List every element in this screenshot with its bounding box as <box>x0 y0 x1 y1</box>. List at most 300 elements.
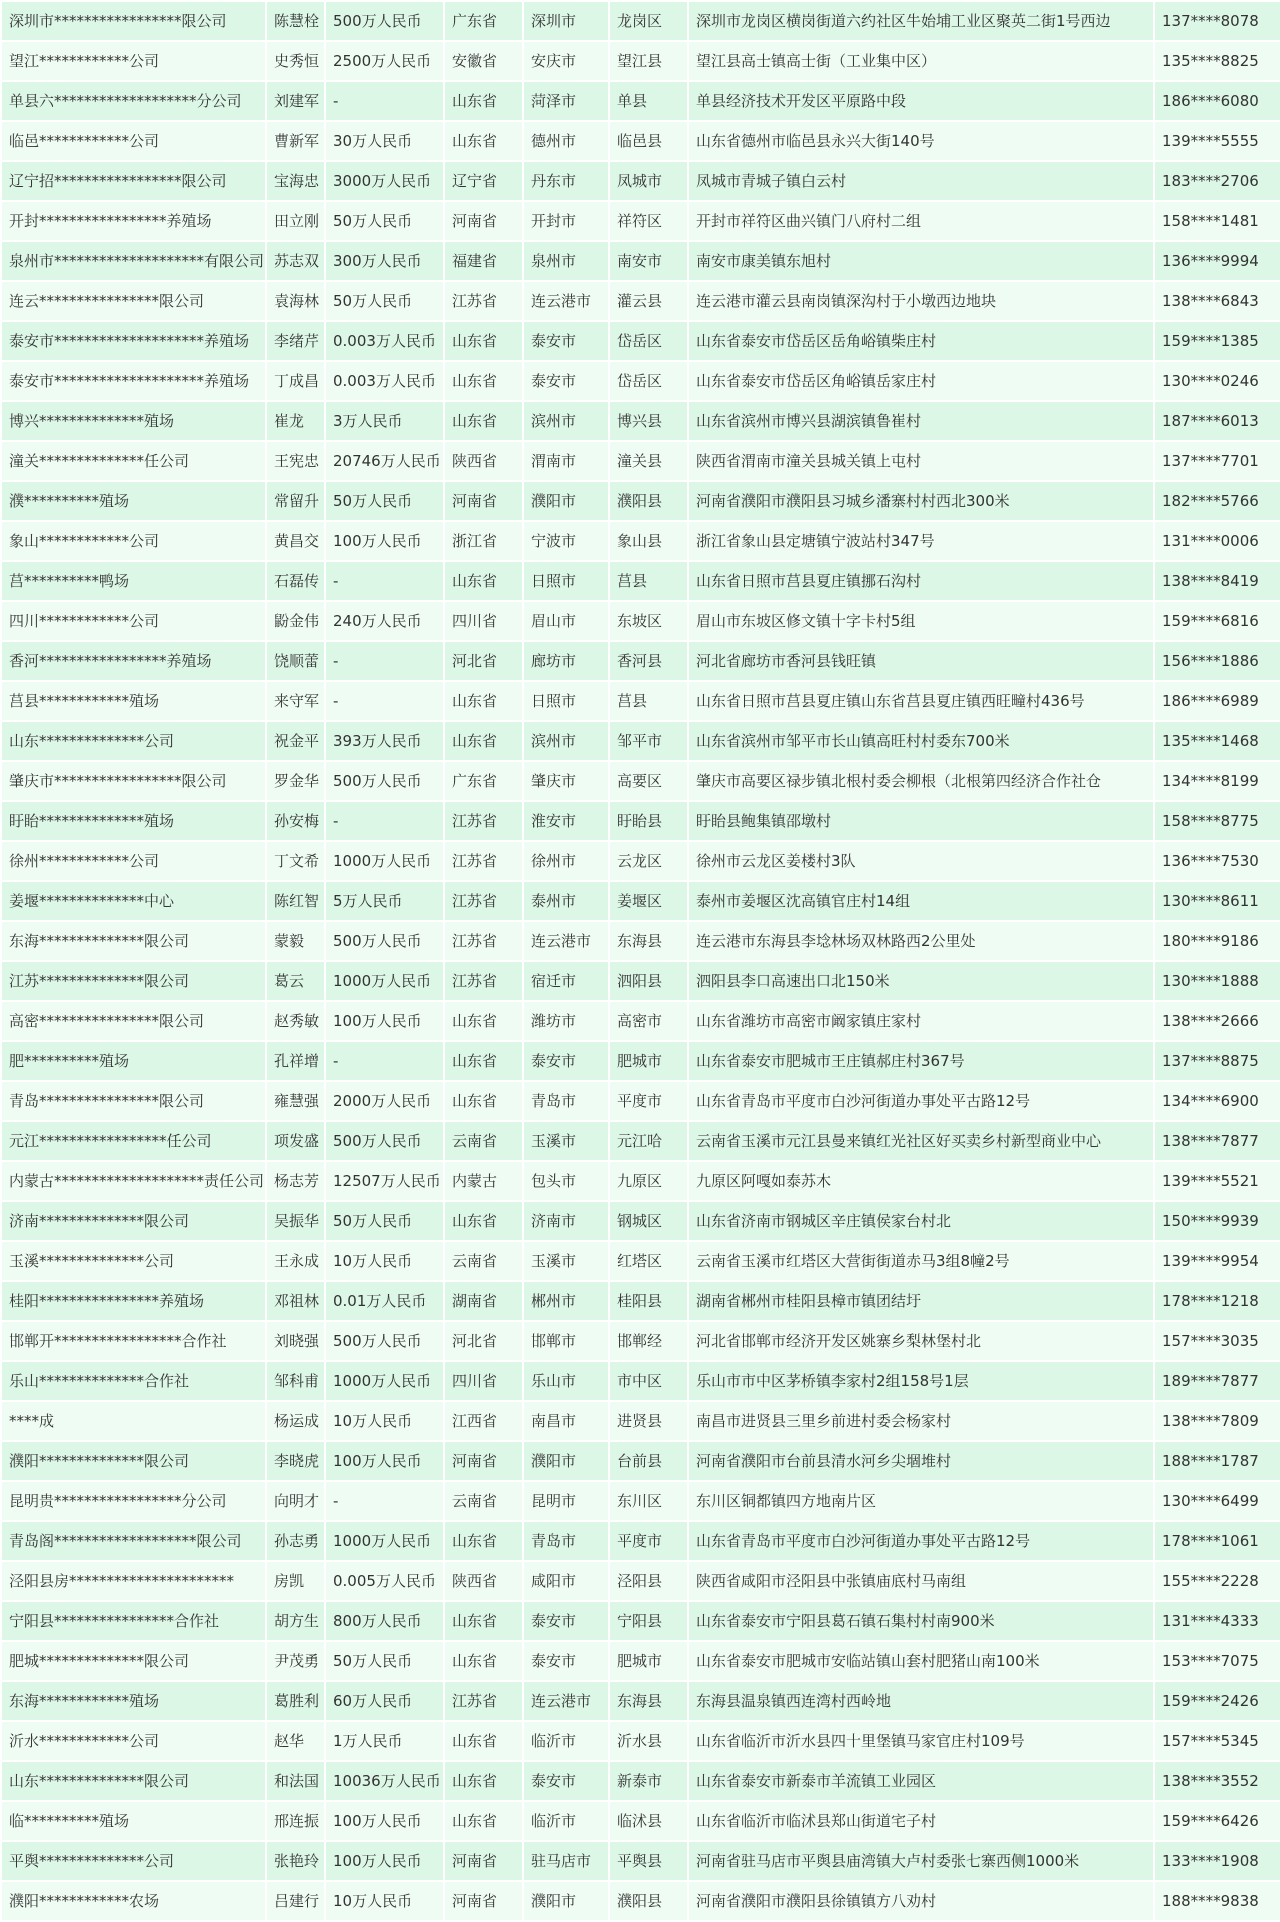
legal-rep-cell: 石磊传 <box>267 562 324 600</box>
province-cell: 云南省 <box>445 1122 522 1160</box>
registered-capital-cell: 100万人民币 <box>326 1002 443 1040</box>
address-cell: 南安市康美镇东旭村 <box>689 242 1153 280</box>
registered-capital-cell: 2500万人民币 <box>326 42 443 80</box>
registered-capital-cell: - <box>326 682 443 720</box>
phone-cell: 136****9994 <box>1155 242 1280 280</box>
phone-cell: 134****6900 <box>1155 1082 1280 1120</box>
city-cell: 郴州市 <box>524 1282 608 1320</box>
city-cell: 眉山市 <box>524 602 608 640</box>
province-cell: 福建省 <box>445 242 522 280</box>
company-name-cell: 潼关**************任公司 <box>2 442 265 480</box>
province-cell: 浙江省 <box>445 522 522 560</box>
legal-rep-cell: 田立刚 <box>267 202 324 240</box>
province-cell: 山东省 <box>445 1602 522 1640</box>
phone-cell: 135****8825 <box>1155 42 1280 80</box>
city-cell: 淮安市 <box>524 802 608 840</box>
phone-cell: 153****7075 <box>1155 1642 1280 1680</box>
registered-capital-cell: 5万人民币 <box>326 882 443 920</box>
province-cell: 江苏省 <box>445 282 522 320</box>
province-cell: 河北省 <box>445 1322 522 1360</box>
legal-rep-cell: 邢连振 <box>267 1802 324 1840</box>
district-cell: 望江县 <box>610 42 687 80</box>
phone-cell: 155****2228 <box>1155 1562 1280 1600</box>
district-cell: 钢城区 <box>610 1202 687 1240</box>
registered-capital-cell: 500万人民币 <box>326 2 443 40</box>
company-name-cell: 连云****************限公司 <box>2 282 265 320</box>
phone-cell: 137****8078 <box>1155 2 1280 40</box>
district-cell: 姜堰区 <box>610 882 687 920</box>
registered-capital-cell: 10万人民币 <box>326 1882 443 1920</box>
phone-cell: 159****2426 <box>1155 1682 1280 1720</box>
phone-cell: 134****8199 <box>1155 762 1280 800</box>
legal-rep-cell: 祝金平 <box>267 722 324 760</box>
legal-rep-cell: 崔龙 <box>267 402 324 440</box>
city-cell: 连云港市 <box>524 922 608 960</box>
phone-cell: 138****8419 <box>1155 562 1280 600</box>
address-cell: 山东省潍坊市高密市阚家镇庄家村 <box>689 1002 1153 1040</box>
registered-capital-cell: 393万人民币 <box>326 722 443 760</box>
legal-rep-cell: 陈红智 <box>267 882 324 920</box>
district-cell: 邹平市 <box>610 722 687 760</box>
registered-capital-cell: 2000万人民币 <box>326 1082 443 1120</box>
city-cell: 深圳市 <box>524 2 608 40</box>
legal-rep-cell: 袁海林 <box>267 282 324 320</box>
table-row <box>2 1082 1280 1120</box>
address-cell: 浙江省象山县定塘镇宁波站村347号 <box>689 522 1153 560</box>
legal-rep-cell: 蒙毅 <box>267 922 324 960</box>
city-cell: 青岛市 <box>524 1522 608 1560</box>
address-cell: 山东省德州市临邑县永兴大街140号 <box>689 122 1153 160</box>
district-cell: 市中区 <box>610 1362 687 1400</box>
legal-rep-cell: 杨志芳 <box>267 1162 324 1200</box>
legal-rep-cell: 尹茂勇 <box>267 1642 324 1680</box>
table-row <box>2 562 1280 600</box>
table-row <box>2 522 1280 560</box>
company-name-cell: 邯郸开*****************合作社 <box>2 1322 265 1360</box>
table-row <box>2 122 1280 160</box>
district-cell: 沂水县 <box>610 1722 687 1760</box>
registered-capital-cell: 50万人民币 <box>326 202 443 240</box>
company-name-cell: 莒县************殖场 <box>2 682 265 720</box>
phone-cell: 159****1385 <box>1155 322 1280 360</box>
city-cell: 徐州市 <box>524 842 608 880</box>
company-name-cell: 临**********殖场 <box>2 1802 265 1840</box>
district-cell: 莒县 <box>610 562 687 600</box>
registered-capital-cell: 50万人民币 <box>326 1642 443 1680</box>
address-cell: 九原区阿嘎如泰苏木 <box>689 1162 1153 1200</box>
table-row <box>2 1602 1280 1640</box>
phone-cell: 138****3552 <box>1155 1762 1280 1800</box>
city-cell: 临沂市 <box>524 1802 608 1840</box>
city-cell: 渭南市 <box>524 442 608 480</box>
legal-rep-cell: 杨运成 <box>267 1402 324 1440</box>
city-cell: 连云港市 <box>524 1682 608 1720</box>
address-cell: 连云港市灌云县南岗镇深沟村于小墩西边地块 <box>689 282 1153 320</box>
address-cell: 河北省邯郸市经济开发区姚寨乡梨林堡村北 <box>689 1322 1153 1360</box>
company-name-cell: 盱眙**************殖场 <box>2 802 265 840</box>
registered-capital-cell: 50万人民币 <box>326 282 443 320</box>
province-cell: 山东省 <box>445 402 522 440</box>
table-row <box>2 1442 1280 1480</box>
registered-capital-cell: 500万人民币 <box>326 1122 443 1160</box>
province-cell: 山东省 <box>445 1082 522 1120</box>
company-name-cell: 东海**************限公司 <box>2 922 265 960</box>
table-row <box>2 1202 1280 1240</box>
address-cell: 山东省临沂市临沭县郑山街道宅子村 <box>689 1802 1153 1840</box>
city-cell: 泰安市 <box>524 1762 608 1800</box>
legal-rep-cell: 曹新军 <box>267 122 324 160</box>
legal-rep-cell: 黄昌交 <box>267 522 324 560</box>
table-row <box>2 722 1280 760</box>
company-name-cell: 姜堰**************中心 <box>2 882 265 920</box>
table-row <box>2 442 1280 480</box>
company-name-cell: 沂水************公司 <box>2 1722 265 1760</box>
registered-capital-cell: 1万人民币 <box>326 1722 443 1760</box>
address-cell: 山东省滨州市博兴县湖滨镇鲁崔村 <box>689 402 1153 440</box>
legal-rep-cell: 张艳玲 <box>267 1842 324 1880</box>
address-cell: 乐山市市中区茅桥镇李家村2组158号1层 <box>689 1362 1153 1400</box>
table-row <box>2 682 1280 720</box>
table-row <box>2 1762 1280 1800</box>
district-cell: 盱眙县 <box>610 802 687 840</box>
legal-rep-cell: 雍慧强 <box>267 1082 324 1120</box>
company-name-cell: 玉溪**************公司 <box>2 1242 265 1280</box>
address-cell: 山东省日照市莒县夏庄镇山东省莒县夏庄镇西旺疃村436号 <box>689 682 1153 720</box>
registered-capital-cell: 10万人民币 <box>326 1402 443 1440</box>
district-cell: 九原区 <box>610 1162 687 1200</box>
registered-capital-cell: - <box>326 802 443 840</box>
city-cell: 滨州市 <box>524 402 608 440</box>
legal-rep-cell: 葛云 <box>267 962 324 1000</box>
table-row <box>2 1882 1280 1920</box>
city-cell: 泰州市 <box>524 882 608 920</box>
registered-capital-cell: 240万人民币 <box>326 602 443 640</box>
phone-cell: 150****9939 <box>1155 1202 1280 1240</box>
address-cell: 河南省濮阳市濮阳县徐镇镇方八劝村 <box>689 1882 1153 1920</box>
company-name-cell: 桂阳****************养殖场 <box>2 1282 265 1320</box>
city-cell: 乐山市 <box>524 1362 608 1400</box>
city-cell: 泉州市 <box>524 242 608 280</box>
district-cell: 东海县 <box>610 1682 687 1720</box>
table-row <box>2 1682 1280 1720</box>
legal-rep-cell: 房凯 <box>267 1562 324 1600</box>
registered-capital-cell: 500万人民币 <box>326 1322 443 1360</box>
table-row <box>2 242 1280 280</box>
phone-cell: 138****6843 <box>1155 282 1280 320</box>
phone-cell: 183****2706 <box>1155 162 1280 200</box>
registered-capital-cell: 300万人民币 <box>326 242 443 280</box>
company-name-cell: 深圳市*****************限公司 <box>2 2 265 40</box>
company-name-cell: 昆明贵*****************分公司 <box>2 1482 265 1520</box>
table-row <box>2 162 1280 200</box>
legal-rep-cell: 王宪忠 <box>267 442 324 480</box>
district-cell: 临沭县 <box>610 1802 687 1840</box>
legal-rep-cell: 项发盛 <box>267 1122 324 1160</box>
legal-rep-cell: 丁文希 <box>267 842 324 880</box>
phone-cell: 159****6816 <box>1155 602 1280 640</box>
table-row <box>2 482 1280 520</box>
province-cell: 湖南省 <box>445 1282 522 1320</box>
phone-cell: 136****7530 <box>1155 842 1280 880</box>
table-row <box>2 1402 1280 1440</box>
phone-cell: 180****9186 <box>1155 922 1280 960</box>
city-cell: 泰安市 <box>524 322 608 360</box>
table-row <box>2 82 1280 120</box>
city-cell: 濮阳市 <box>524 482 608 520</box>
table-row <box>2 922 1280 960</box>
address-cell: 盱眙县鲍集镇邵墩村 <box>689 802 1153 840</box>
registered-capital-cell: 500万人民币 <box>326 922 443 960</box>
city-cell: 泰安市 <box>524 362 608 400</box>
legal-rep-cell: 向明才 <box>267 1482 324 1520</box>
registered-capital-cell: 50万人民币 <box>326 482 443 520</box>
city-cell: 南昌市 <box>524 1402 608 1440</box>
city-cell: 宿迁市 <box>524 962 608 1000</box>
phone-cell: 139****5555 <box>1155 122 1280 160</box>
legal-rep-cell: 刘晓强 <box>267 1322 324 1360</box>
phone-cell: 158****1481 <box>1155 202 1280 240</box>
legal-rep-cell: 孔祥增 <box>267 1042 324 1080</box>
address-cell: 陕西省渭南市潼关县城关镇上屯村 <box>689 442 1153 480</box>
address-cell: 山东省青岛市平度市白沙河街道办事处平古路12号 <box>689 1522 1153 1560</box>
registered-capital-cell: 3万人民币 <box>326 402 443 440</box>
phone-cell: 158****8775 <box>1155 802 1280 840</box>
company-name-cell: 濮阳**************限公司 <box>2 1442 265 1480</box>
district-cell: 进贤县 <box>610 1402 687 1440</box>
company-name-cell: 泉州市********************有限公司 <box>2 242 265 280</box>
company-name-cell: ****成 <box>2 1402 265 1440</box>
table-row <box>2 1722 1280 1760</box>
district-cell: 宁阳县 <box>610 1602 687 1640</box>
city-cell: 玉溪市 <box>524 1242 608 1280</box>
phone-cell: 130****6499 <box>1155 1482 1280 1520</box>
table-row <box>2 1482 1280 1520</box>
registered-capital-cell: 0.005万人民币 <box>326 1562 443 1600</box>
city-cell: 濮阳市 <box>524 1882 608 1920</box>
registered-capital-cell: 1000万人民币 <box>326 1522 443 1560</box>
registered-capital-cell: 10036万人民币 <box>326 1762 443 1800</box>
phone-cell: 189****7877 <box>1155 1362 1280 1400</box>
district-cell: 岱岳区 <box>610 362 687 400</box>
phone-cell: 157****3035 <box>1155 1322 1280 1360</box>
table-row <box>2 322 1280 360</box>
company-name-cell: 徐州************公司 <box>2 842 265 880</box>
city-cell: 昆明市 <box>524 1482 608 1520</box>
address-cell: 湖南省郴州市桂阳县樟市镇团结圩 <box>689 1282 1153 1320</box>
city-cell: 潍坊市 <box>524 1002 608 1040</box>
phone-cell: 130****1888 <box>1155 962 1280 1000</box>
address-cell: 凤城市青城子镇白云村 <box>689 162 1153 200</box>
address-cell: 山东省泰安市宁阳县葛石镇石集村村南900米 <box>689 1602 1153 1640</box>
province-cell: 山东省 <box>445 362 522 400</box>
company-name-cell: 平舆**************公司 <box>2 1842 265 1880</box>
province-cell: 江苏省 <box>445 962 522 1000</box>
company-name-cell: 濮阳************农场 <box>2 1882 265 1920</box>
province-cell: 江西省 <box>445 1402 522 1440</box>
district-cell: 元江哈 <box>610 1122 687 1160</box>
legal-rep-cell: 罗金华 <box>267 762 324 800</box>
legal-rep-cell: 吕建行 <box>267 1882 324 1920</box>
registered-capital-cell: 500万人民币 <box>326 762 443 800</box>
registered-capital-cell: 12507万人民币 <box>326 1162 443 1200</box>
phone-cell: 138****7877 <box>1155 1122 1280 1160</box>
legal-rep-cell: 来守军 <box>267 682 324 720</box>
city-cell: 肇庆市 <box>524 762 608 800</box>
province-cell: 山东省 <box>445 562 522 600</box>
company-name-cell: 泰安市********************养殖场 <box>2 362 265 400</box>
province-cell: 山东省 <box>445 1042 522 1080</box>
company-name-cell: 高密****************限公司 <box>2 1002 265 1040</box>
table-body <box>2 2 1280 1920</box>
address-cell: 东海县温泉镇西连湾村西岭地 <box>689 1682 1153 1720</box>
table-row <box>2 362 1280 400</box>
table-row <box>2 402 1280 440</box>
table-row <box>2 1842 1280 1880</box>
city-cell: 驻马店市 <box>524 1842 608 1880</box>
district-cell: 东川区 <box>610 1482 687 1520</box>
phone-cell: 188****9838 <box>1155 1882 1280 1920</box>
company-name-cell: 临邑************公司 <box>2 122 265 160</box>
legal-rep-cell: 吴振华 <box>267 1202 324 1240</box>
address-cell: 山东省泰安市新泰市羊流镇工业园区 <box>689 1762 1153 1800</box>
legal-rep-cell: 丁成昌 <box>267 362 324 400</box>
phone-cell: 186****6080 <box>1155 82 1280 120</box>
phone-cell: 187****6013 <box>1155 402 1280 440</box>
province-cell: 广东省 <box>445 2 522 40</box>
district-cell: 单县 <box>610 82 687 120</box>
province-cell: 山东省 <box>445 1202 522 1240</box>
address-cell: 山东省泰安市岱岳区角峪镇岳家庄村 <box>689 362 1153 400</box>
legal-rep-cell: 常留升 <box>267 482 324 520</box>
province-cell: 山东省 <box>445 322 522 360</box>
district-cell: 潼关县 <box>610 442 687 480</box>
province-cell: 山东省 <box>445 682 522 720</box>
registered-capital-cell: - <box>326 1482 443 1520</box>
table-row <box>2 202 1280 240</box>
city-cell: 日照市 <box>524 562 608 600</box>
address-cell: 山东省泰安市岱岳区岳角峪镇柴庄村 <box>689 322 1153 360</box>
city-cell: 丹东市 <box>524 162 608 200</box>
district-cell: 博兴县 <box>610 402 687 440</box>
district-cell: 泾阳县 <box>610 1562 687 1600</box>
company-name-cell: 济南**************限公司 <box>2 1202 265 1240</box>
table-row <box>2 642 1280 680</box>
address-cell: 泗阳县李口高速出口北150米 <box>689 962 1153 1000</box>
legal-rep-cell: 史秀恒 <box>267 42 324 80</box>
district-cell: 南安市 <box>610 242 687 280</box>
table-row <box>2 1122 1280 1160</box>
province-cell: 江苏省 <box>445 802 522 840</box>
address-cell: 陕西省咸阳市泾阳县中张镇庙底村马南组 <box>689 1562 1153 1600</box>
company-name-cell: 肥城**************限公司 <box>2 1642 265 1680</box>
table-row <box>2 42 1280 80</box>
province-cell: 四川省 <box>445 1362 522 1400</box>
address-cell: 肇庆市高要区禄步镇北根村委会柳根（北根第四经济合作社仓 <box>689 762 1153 800</box>
table-row <box>2 1522 1280 1560</box>
province-cell: 江苏省 <box>445 842 522 880</box>
phone-cell: 137****7701 <box>1155 442 1280 480</box>
company-name-cell: 东海************殖场 <box>2 1682 265 1720</box>
address-cell: 山东省滨州市邹平市长山镇高旺村村委东700米 <box>689 722 1153 760</box>
company-name-cell: 乐山**************合作社 <box>2 1362 265 1400</box>
address-cell: 深圳市龙岗区横岗街道六约社区牛始埔工业区聚英二街1号西边 <box>689 2 1153 40</box>
city-cell: 日照市 <box>524 682 608 720</box>
legal-rep-cell: 刘建军 <box>267 82 324 120</box>
province-cell: 内蒙古 <box>445 1162 522 1200</box>
phone-cell: 130****8611 <box>1155 882 1280 920</box>
phone-cell: 131****0006 <box>1155 522 1280 560</box>
district-cell: 新泰市 <box>610 1762 687 1800</box>
address-cell: 开封市祥符区曲兴镇门八府村二组 <box>689 202 1153 240</box>
city-cell: 廊坊市 <box>524 642 608 680</box>
legal-rep-cell: 饶顺蕾 <box>267 642 324 680</box>
phone-cell: 139****9954 <box>1155 1242 1280 1280</box>
table-row <box>2 1282 1280 1320</box>
company-name-cell: 博兴**************殖场 <box>2 402 265 440</box>
district-cell: 泗阳县 <box>610 962 687 1000</box>
registered-capital-cell: 1000万人民币 <box>326 842 443 880</box>
company-name-cell: 江苏**************限公司 <box>2 962 265 1000</box>
province-cell: 山东省 <box>445 122 522 160</box>
phone-cell: 130****0246 <box>1155 362 1280 400</box>
address-cell: 河南省驻马店市平舆县庙湾镇大卢村委张七寨西侧1000米 <box>689 1842 1153 1880</box>
legal-rep-cell: 和法国 <box>267 1762 324 1800</box>
table-row <box>2 1002 1280 1040</box>
legal-rep-cell: 孙安梅 <box>267 802 324 840</box>
province-cell: 河北省 <box>445 642 522 680</box>
city-cell: 泰安市 <box>524 1602 608 1640</box>
district-cell: 东坡区 <box>610 602 687 640</box>
legal-rep-cell: 宝海忠 <box>267 162 324 200</box>
table-row <box>2 2 1280 40</box>
address-cell: 河北省廊坊市香河县钱旺镇 <box>689 642 1153 680</box>
phone-cell: 178****1218 <box>1155 1282 1280 1320</box>
district-cell: 桂阳县 <box>610 1282 687 1320</box>
legal-rep-cell: 王永成 <box>267 1242 324 1280</box>
district-cell: 香河县 <box>610 642 687 680</box>
city-cell: 玉溪市 <box>524 1122 608 1160</box>
province-cell: 江苏省 <box>445 922 522 960</box>
province-cell: 安徽省 <box>445 42 522 80</box>
table-row <box>2 1642 1280 1680</box>
table-row <box>2 762 1280 800</box>
address-cell: 山东省济南市钢城区辛庄镇侯家台村北 <box>689 1202 1153 1240</box>
company-name-cell: 辽宁招*****************限公司 <box>2 162 265 200</box>
table-row <box>2 1162 1280 1200</box>
table-row <box>2 962 1280 1000</box>
province-cell: 河南省 <box>445 1842 522 1880</box>
address-cell: 眉山市东坡区修文镇十字卡村5组 <box>689 602 1153 640</box>
city-cell: 泰安市 <box>524 1642 608 1680</box>
province-cell: 广东省 <box>445 762 522 800</box>
phone-cell: 139****5521 <box>1155 1162 1280 1200</box>
city-cell: 连云港市 <box>524 282 608 320</box>
district-cell: 祥符区 <box>610 202 687 240</box>
city-cell: 德州市 <box>524 122 608 160</box>
phone-cell: 135****1468 <box>1155 722 1280 760</box>
phone-cell: 188****1787 <box>1155 1442 1280 1480</box>
phone-cell: 137****8875 <box>1155 1042 1280 1080</box>
province-cell: 河南省 <box>445 482 522 520</box>
address-cell: 山东省泰安市肥城市王庄镇郝庄村367号 <box>689 1042 1153 1080</box>
registered-capital-cell: - <box>326 562 443 600</box>
company-name-cell: 四川************公司 <box>2 602 265 640</box>
address-cell: 山东省日照市莒县夏庄镇挪石沟村 <box>689 562 1153 600</box>
phone-cell: 159****6426 <box>1155 1802 1280 1840</box>
address-cell: 徐州市云龙区姜楼村3队 <box>689 842 1153 880</box>
address-cell: 河南省濮阳市濮阳县习城乡潘寨村村西北300米 <box>689 482 1153 520</box>
phone-cell: 138****7809 <box>1155 1402 1280 1440</box>
